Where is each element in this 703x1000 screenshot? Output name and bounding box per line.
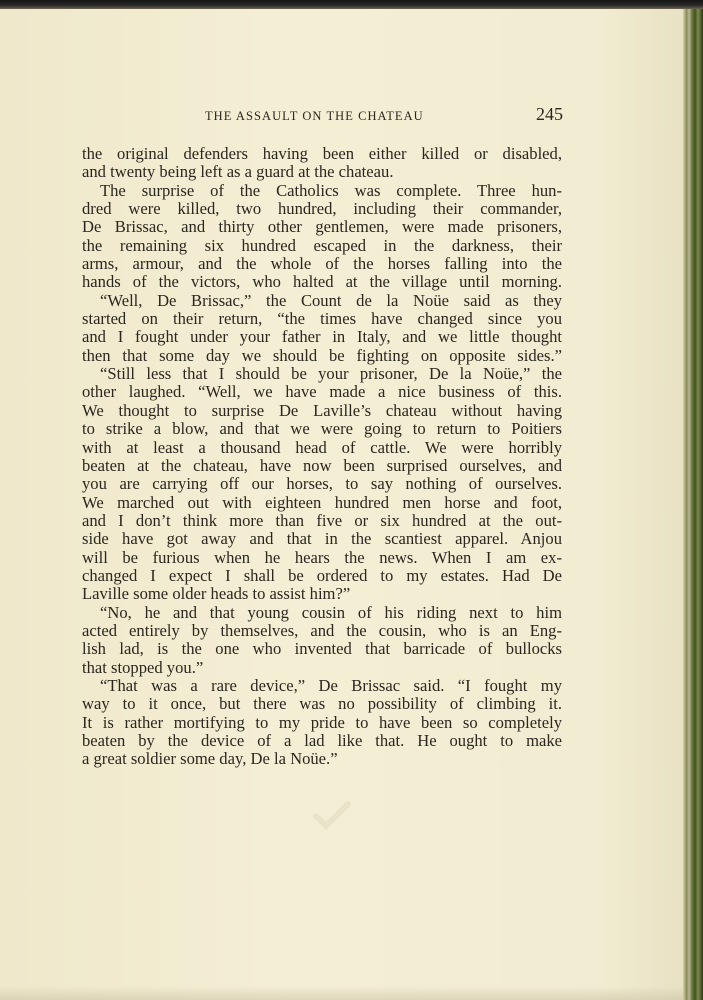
text-line: arms, armour, and the whole of the horses falling into the [82,254,562,274]
faint-checkmark-icon [312,800,352,830]
text-line: will be furious when he hears the news. When I am ex- [82,547,562,567]
text-line: De Brissac, and thirty other gentlemen, were made prisoners, [82,217,562,237]
text-line: “Still less that I should be your prisoner, De la Noüe,” the [100,364,562,384]
text-line: dred were killed, two hundred, including their commander, [82,199,562,219]
text-line: and twenty being left as a guard at the chateau. [82,162,394,182]
chapter-title: THE ASSAULT ON THE CHATEAU [205,109,424,123]
text-line: lish lad, is the one who invented that barricade of bullocks [82,639,562,659]
running-head [205,104,563,126]
text-line: other laughed. “Well, we have made a nice business of this. [82,382,562,402]
text-line: and I don’t think more than five or six hundred at the out- [82,510,562,530]
page-bottom-shadow [0,986,683,1000]
text-line: then that some day we should be fighting on opposite sides.” [82,345,562,365]
text-line: It is rather mortifying to my pride to have been so completely [82,712,562,732]
text-line: “Well, De Brissac,” the Count de la Noüe said as they [100,290,562,310]
text-line: started on their return, “the times have changed since you [82,309,562,329]
text-line: and I fought under your father in Italy, and we little thought [82,327,562,347]
text-line: a great soldier some day, De la Noüe.” [82,749,338,769]
text-line: acted entirely by themselves, and the cousin, who is an Eng- [82,620,562,640]
text-line: The surprise of the Catholics was complete. Three hun- [100,180,562,200]
text-line: you are carrying off our horses, to say nothing of ourselves. [82,474,562,494]
text-line: beaten by the device of a lad like that. He ought to make [82,731,562,750]
text-line: changed I expect I shall be ordered to my estates. Had De [82,565,562,585]
book-binding-edge [683,9,703,1000]
text-line: beaten at the chateau, have now been surprised ourselves, and [82,455,562,475]
body-text [82,145,562,769]
page-number: 245 [536,104,563,124]
text-line: the original defenders having been either killed or disabled, [82,144,562,163]
text-line: We thought to surprise De Laville’s chateau without having [82,400,562,420]
text-line: hands of the victors, who halted at the village until morning. [82,272,562,292]
page-top-edge [0,0,703,9]
text-line: way to it once, but there was no possibility of climbing it. [82,694,562,714]
text-line: the remaining six hundred escaped in the darkness, their [82,235,562,255]
text-line: to strike a blow, and that we were going to return to Poitiers [82,419,562,439]
text-line: Laville some older heads to assist him?” [82,584,351,604]
text-line: with at least a thousand head of cattle. We were horribly [82,437,562,457]
text-line: “No, he and that young cousin of his riding next to him [100,602,562,622]
text-line: side have got away and that in the scantiest apparel. Anjou [82,529,562,549]
text-line: that stopped you.” [82,657,204,677]
text-line: “That was a rare device,” De Brissac said. “I fought my [100,675,562,695]
text-line: We marched out with eighteen hundred men horse and foot, [82,492,562,512]
